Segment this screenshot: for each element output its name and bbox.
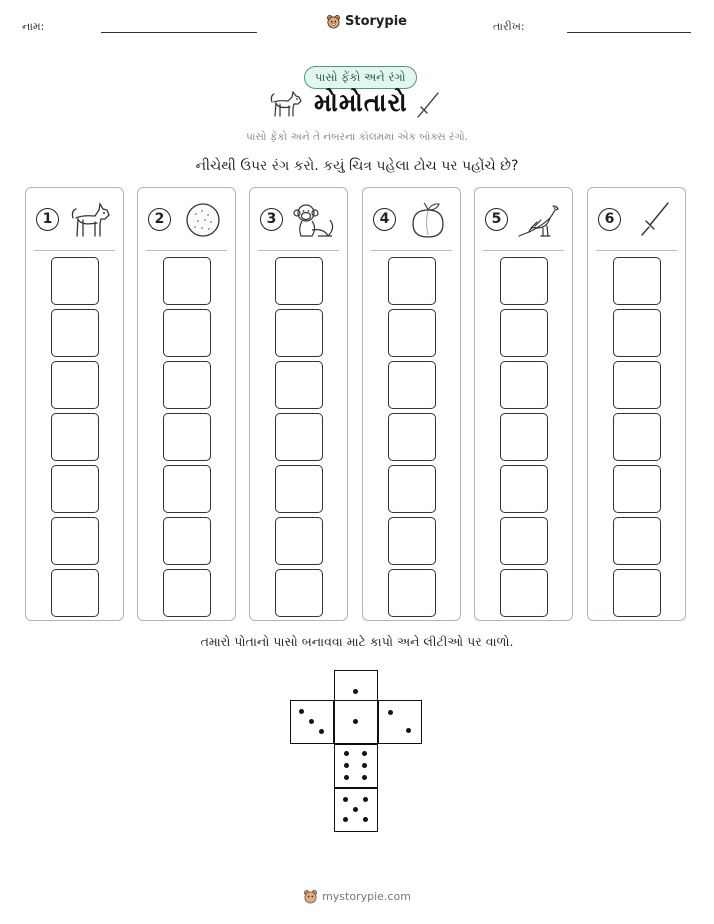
sword-title-icon [414,90,442,120]
color-box[interactable] [500,257,548,305]
footer [0,889,714,904]
sword-icon [630,198,676,242]
die-face-6 [334,744,378,788]
color-box[interactable] [613,465,661,513]
column-number: 4 [373,208,396,231]
color-box[interactable] [500,465,548,513]
die-pip [353,689,358,694]
color-box[interactable] [500,569,548,617]
name-line[interactable] [101,32,257,33]
color-box[interactable] [163,257,211,305]
die-pip [344,751,349,756]
die-face-1 [334,700,378,744]
peach-icon [405,198,451,242]
color-box[interactable] [163,361,211,409]
die-pip [363,817,368,822]
color-box[interactable] [613,309,661,357]
column-5 [474,187,573,621]
die-pip [353,807,358,812]
color-box[interactable] [275,465,323,513]
color-box[interactable] [388,413,436,461]
dog-icon [68,198,114,242]
color-box[interactable] [51,413,99,461]
bear-footer-icon [303,889,318,904]
color-box[interactable] [613,569,661,617]
column-6 [587,187,686,621]
die-pip [406,728,411,733]
bear-logo-icon [326,14,341,29]
column-number: 6 [598,208,621,231]
color-box[interactable] [51,309,99,357]
column-4 [362,187,461,621]
page-title: મોમોતારો [314,88,408,117]
column-divider [371,250,452,251]
game-badge: પાસો ફેંકો અને રંગો [304,66,417,89]
color-box[interactable] [500,413,548,461]
column-number: 5 [485,208,508,231]
color-box[interactable] [51,361,99,409]
storypie-logo [326,14,407,29]
color-box[interactable] [275,361,323,409]
die-pip [363,797,368,802]
color-box[interactable] [275,413,323,461]
color-box[interactable] [388,517,436,565]
die-pip [362,751,367,756]
die-pip [344,775,349,780]
color-box[interactable] [163,309,211,357]
dog-title-icon [268,88,304,120]
logo-text: Storypie [345,14,407,29]
color-box[interactable] [275,517,323,565]
footer-url[interactable]: mystorypie.com [322,890,411,903]
color-box[interactable] [388,361,436,409]
column-number: 1 [36,208,59,231]
color-box[interactable] [51,569,99,617]
color-box[interactable] [613,257,661,305]
color-box[interactable] [51,517,99,565]
column-1 [25,187,124,621]
name-label: નામ: [22,20,45,33]
die-pip [343,797,348,802]
column-divider [483,250,564,251]
die-face-3 [290,700,334,744]
color-box[interactable] [51,465,99,513]
color-box[interactable] [163,413,211,461]
color-box[interactable] [275,257,323,305]
dumpling-icon [180,198,226,242]
color-box[interactable] [275,569,323,617]
subtitle: પાસો ફેંકો અને તે નંબરના કૉલમમાં એક બૉક્સ રંગો. [246,131,468,143]
cut-fold-instruction: તમારો પોતાનો પાસો બનાવવા માટે કાપો અને લીટીઓ પર વાળો. [200,634,514,649]
die-pip [362,763,367,768]
die-pip [319,729,324,734]
column-3 [249,187,348,621]
color-box[interactable] [163,465,211,513]
die-face-5 [334,788,378,832]
die-pip [353,719,358,724]
color-box[interactable] [613,413,661,461]
color-box[interactable] [51,257,99,305]
column-divider [596,250,677,251]
die-face-2 [378,700,422,744]
color-box[interactable] [275,309,323,357]
die-pip [388,710,393,715]
die-pip [344,763,349,768]
die-pip [299,709,304,714]
color-box[interactable] [163,517,211,565]
color-box[interactable] [163,569,211,617]
column-number: 2 [148,208,171,231]
color-box[interactable] [500,361,548,409]
monkey-icon [292,198,338,242]
color-box[interactable] [500,309,548,357]
color-box[interactable] [388,465,436,513]
color-box[interactable] [613,517,661,565]
color-box[interactable] [388,569,436,617]
color-box[interactable] [613,361,661,409]
pheasant-icon [517,198,563,242]
color-box[interactable] [388,309,436,357]
color-box[interactable] [500,517,548,565]
question: નીચેથી ઉપર રંગ કરો. કયું ચિત્ર પહેલા ટોચ પર પહોંચે છે? [195,158,519,174]
die-pip [309,719,314,724]
die-pip [362,775,367,780]
color-box[interactable] [388,257,436,305]
column-divider [34,250,115,251]
column-divider [146,250,227,251]
column-number: 3 [260,208,283,231]
date-label: તારીખ: [493,20,525,33]
column-2 [137,187,236,621]
column-divider [258,250,339,251]
date-line[interactable] [567,32,691,33]
die-pip [343,817,348,822]
